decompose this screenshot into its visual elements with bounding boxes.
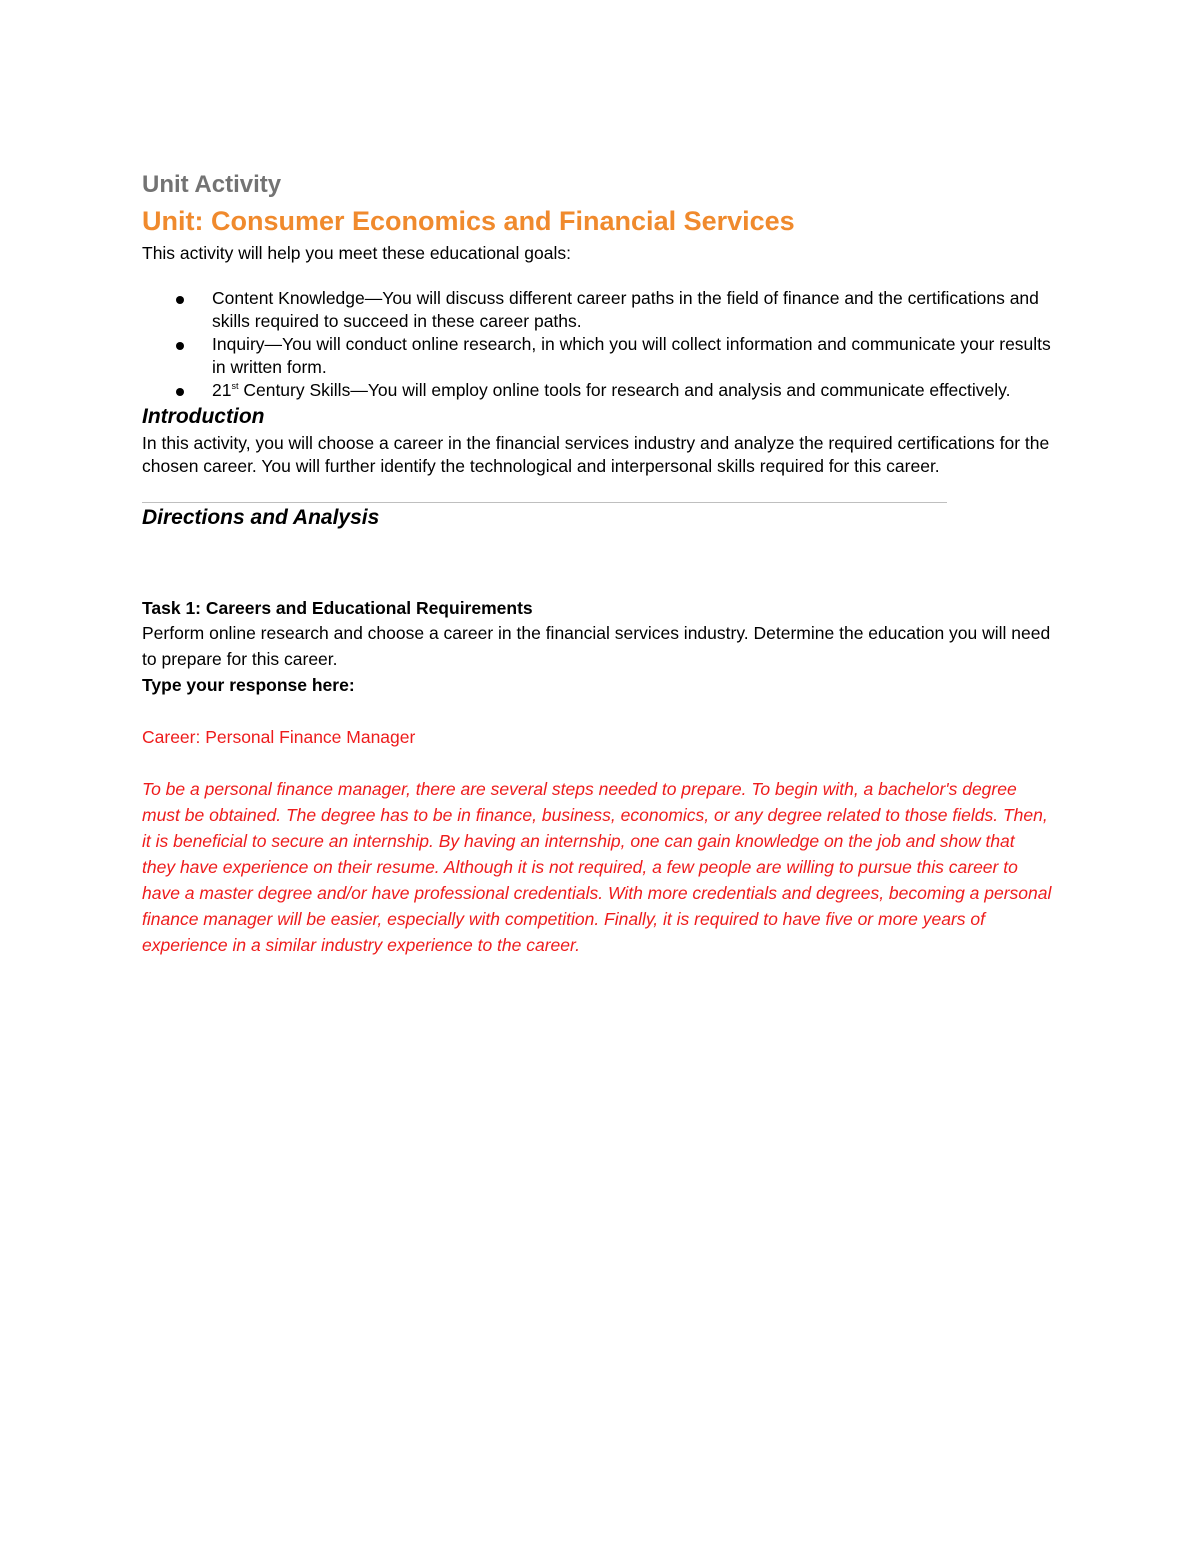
task1-title: Task 1: Careers and Educational Requirements	[142, 598, 533, 618]
goal-text: Inquiry—You will conduct online research, in which you will collect information and communicate your results in written form.	[212, 334, 1051, 377]
document-page	[142, 168, 1052, 958]
task1-description: Perform online research and choose a career in the financial services industry. Determine the education you will need to prepare for this career.	[142, 623, 1051, 669]
introduction-heading: Introduction	[142, 405, 265, 428]
unit-activity-label: Unit Activity	[142, 171, 282, 198]
career-response[interactable]: Career: Personal Finance Manager	[142, 727, 416, 747]
goals-list	[142, 287, 1052, 402]
goal-ordinal: st	[231, 381, 239, 392]
introduction-text: In this activity, you will choose a career in the financial services industry and analyze the required certifications for the chosen career. You will further identify the technological and interpersonal skills required for this career.	[142, 433, 1050, 476]
goal-text: Content Knowledge—You will discuss different career paths in the field of finance and the certifications and skills required to succeed in these career paths.	[212, 288, 1039, 331]
goal-item	[142, 333, 1052, 379]
goal-item	[142, 379, 1052, 402]
response-label: Type your response here:	[142, 675, 355, 695]
bullet-icon	[176, 296, 184, 304]
directions-heading: Directions and Analysis	[142, 506, 380, 529]
task1-answer[interactable]: To be a personal finance manager, there are several steps needed to prepare. To begin with, a bachelor's degree must be obtained. The degree has to be in finance, business, economics, or any degree related to those fields. Then, it is beneficial to secure an internship. By having an internship, one can gain knowledge on the job and show that they have experience on their resume. Although it is not required, a few people are willing to pursue this career to have a master degree and/or have professional credentials. With more credentials and degrees, becoming a personal finance manager will be easier, especially with competition. Finally, it is required to have five or more years of experience in a similar industry experience to the career.	[142, 779, 1052, 955]
unit-title: Unit: Consumer Economics and Financial Services	[142, 206, 795, 236]
bullet-icon	[176, 388, 184, 396]
goal-text: Century Skills—You will employ online tools for research and analysis and communicate effectively.	[238, 380, 1011, 400]
goal-number: 21	[212, 380, 232, 400]
bullet-icon	[176, 342, 184, 350]
goal-item	[142, 287, 1052, 333]
goals-intro: This activity will help you meet these educational goals:	[142, 243, 571, 263]
